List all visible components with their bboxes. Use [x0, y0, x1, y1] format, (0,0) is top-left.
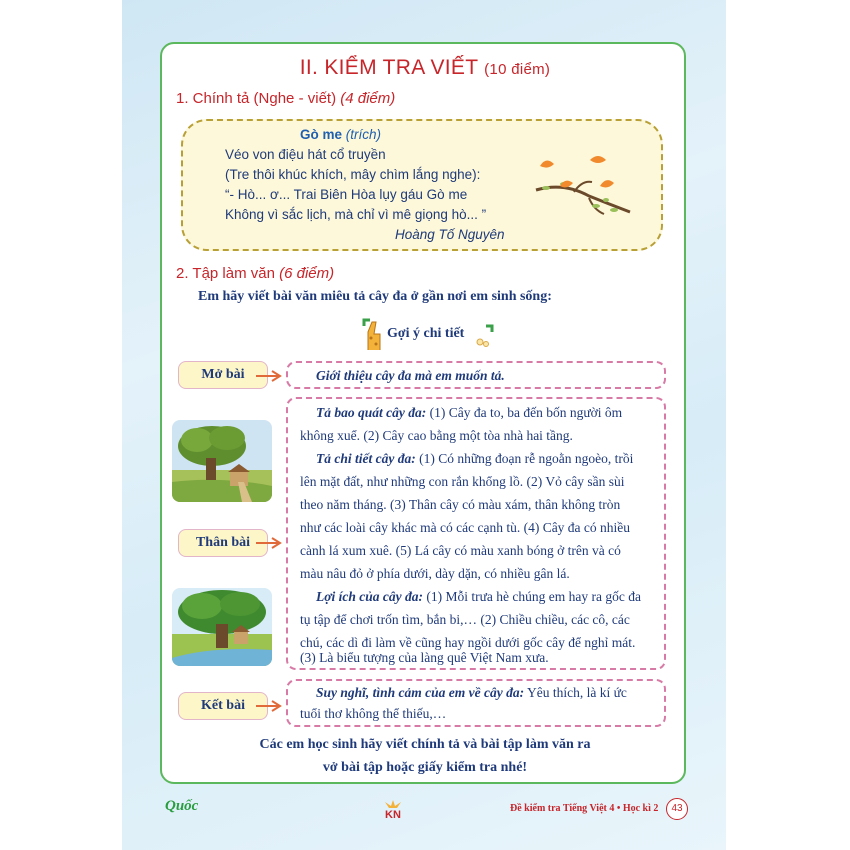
closing-line-2: vở bài tập hoặc giấy kiểm tra nhé! — [322, 760, 528, 775]
than-bai-line: theo năm tháng. (3) Thân cây có màu xám, thân không tròn — [300, 497, 621, 512]
birds-branch-illustration — [534, 152, 634, 222]
poem-author: Hoàng Tố Nguyên — [395, 227, 505, 242]
section-2-label: 2. Tập làm văn — [176, 265, 275, 282]
arrow-right-icon — [254, 369, 284, 383]
benefit-label: Lợi ích của cây đa: — [316, 589, 423, 604]
poem-title-text: Gò me — [300, 127, 343, 142]
than-bai-line: chú, các dì đi làm về cũng hay ngồi dưới gốc cây để nghỉ mát. — [300, 635, 636, 650]
ket-bai-label: Suy nghĩ, tình cảm của em về cây đa: — [316, 685, 525, 700]
page-title — [0, 56, 850, 80]
section-1-heading — [176, 90, 395, 107]
writing-prompt: Em hãy viết bài văn miêu tả cây đa ở gần nơi em sinh sống: — [198, 289, 552, 304]
than-bai-line — [316, 451, 633, 467]
section-1-label: 1. Chính tả (Nghe - viết) — [176, 90, 337, 107]
detail-label: Tả chi tiết cây đa: — [316, 451, 416, 466]
ket-bai-line: tuổi thơ không thể thiếu,… — [300, 706, 447, 721]
poem-line-2: (Tre thôi khúc khích, mây chìm lắng nghe): — [225, 167, 481, 182]
ket-bai-text: Yêu thích, là kí ức — [524, 685, 627, 700]
giraffe-icon — [362, 318, 386, 352]
than-bai-line — [316, 589, 641, 605]
than-bai-line: tụ tập để chơi trốn tìm, bắn bi,… (2) Chiều chiều, các cô, các — [300, 612, 630, 627]
title-main: II. KIỂM TRA VIẾT — [299, 56, 478, 79]
than-bai-line: như các loài cây khác mà có các cạnh tù. (4) Cây đa có nhiều — [300, 520, 631, 535]
than-bai-line: cành lá xum xuê. (5) Lá cây có màu xanh bóng ở trên và có — [300, 543, 621, 558]
overview-text: (1) Cây đa to, ba đến bốn người ôm — [426, 405, 623, 420]
ket-bai-box — [286, 679, 666, 727]
publisher-logo-left: Quốc — [165, 798, 199, 814]
poem-line-3: “- Hò... ơ... Trai Biên Hòa lụy gáu Gò me — [225, 187, 468, 202]
page-number: 43 — [666, 798, 688, 820]
hint-label: Gợi ý chi tiết — [387, 326, 465, 341]
detail-text: (1) Có những đoạn rễ ngoằn ngoèo, trồi — [415, 451, 634, 466]
star-burst-icon — [383, 800, 403, 810]
mo-bai-box — [286, 361, 666, 389]
arrow-right-icon — [254, 699, 284, 713]
than-bai-line — [316, 405, 622, 421]
benefit-text: (1) Mỗi trưa hè chúng em hay ra gốc đa — [422, 589, 641, 604]
tag-ket-bai: Kết bài — [178, 692, 268, 720]
than-bai-line: (3) Là biểu tượng của làng quê Việt Nam xưa. — [300, 650, 549, 665]
section-2-points: (6 điểm) — [279, 265, 335, 282]
poem-line-1: Véo von điệu hát cổ truyền — [225, 147, 386, 162]
section-2-heading — [176, 265, 334, 282]
ket-bai-line — [316, 685, 627, 701]
poem-title-note: (trích) — [345, 127, 382, 142]
overview-label: Tả bao quát cây đa: — [316, 405, 427, 420]
than-bai-line: không xuể. (2) Cây cao bằng một tòa nhà hai tầng. — [300, 428, 573, 443]
closing-line-1: Các em học sinh hãy viết chính tả và bài tập làm văn ra — [259, 737, 591, 752]
footer-book-title: Đề kiểm tra Tiếng Việt 4 • Học kì 2 — [510, 803, 659, 814]
than-bai-box — [286, 397, 666, 670]
poem-title — [300, 127, 381, 142]
poem-line-4: Không vì sắc lịch, mà chỉ vì mê giọng hò... ” — [225, 207, 487, 222]
title-points: (10 điểm) — [484, 61, 551, 78]
banyan-tree-image-2 — [172, 588, 272, 666]
tag-than-bai: Thân bài — [178, 529, 268, 557]
than-bai-line: màu nâu đỏ ở phía dưới, dày dặn, có nhiều gân lá. — [300, 566, 570, 581]
mo-bai-text: Giới thiệu cây đa mà em muốn tả. — [316, 368, 505, 383]
banyan-tree-image-1 — [172, 420, 272, 502]
tag-mo-bai: Mở bài — [178, 361, 268, 389]
publisher-logo-center — [378, 800, 408, 822]
section-1-points: (4 điểm) — [340, 90, 396, 107]
arrow-right-icon — [254, 536, 284, 550]
hint-header — [362, 318, 492, 352]
logo-center-text: KN — [385, 809, 401, 821]
flower-icon — [472, 324, 494, 350]
than-bai-line: lên mặt đất, như những con rắn khổng lồ. (2) Vỏ cây sần sùi — [300, 474, 625, 489]
